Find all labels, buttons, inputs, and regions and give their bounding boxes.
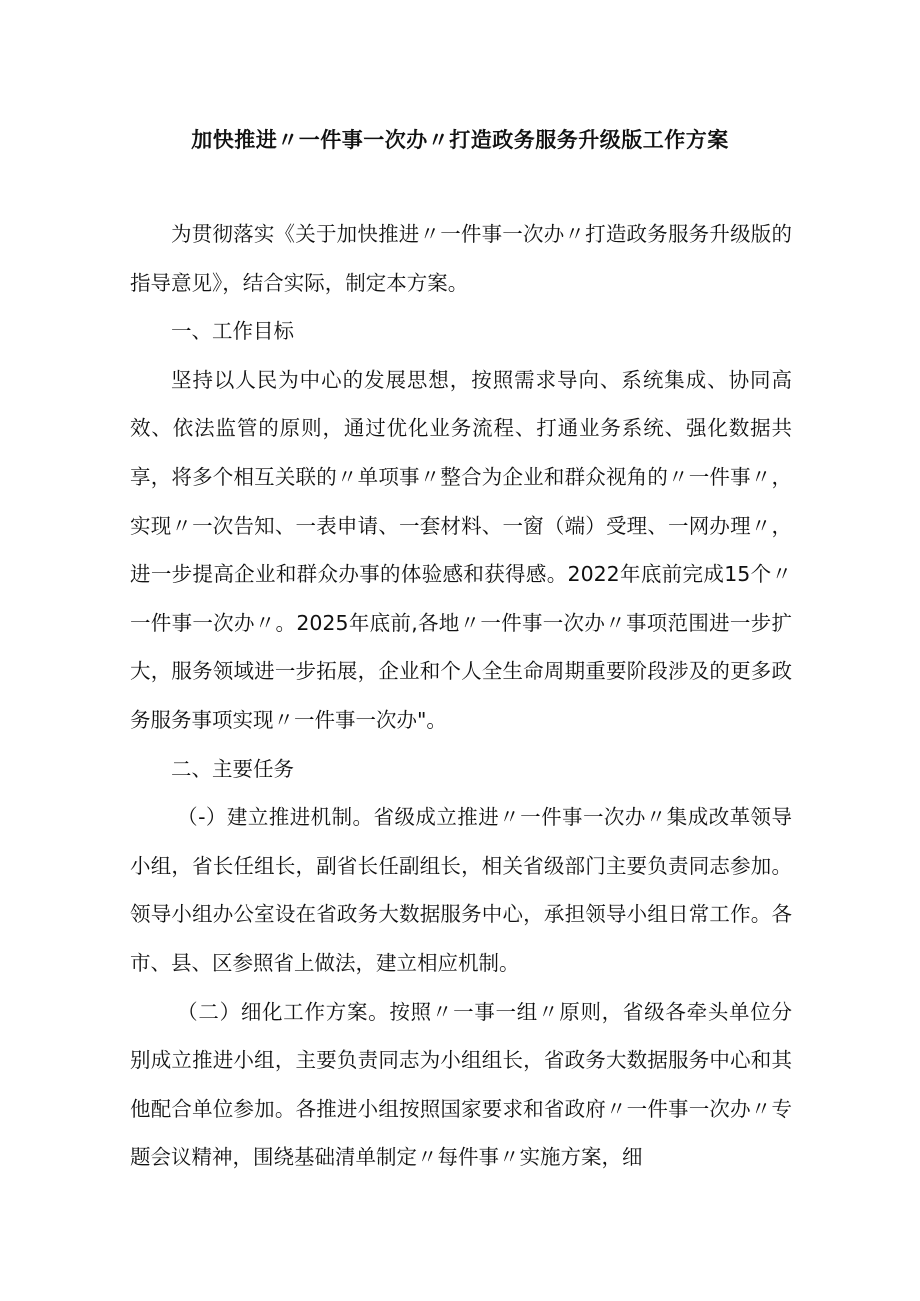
intro-paragraph: 为贯彻落实《关于加快推进〃一件事一次办〃打造政务服务升级版的指导意见》，结合实际，制定本方案。	[130, 222, 792, 295]
section-heading-goals: 一、工作目标	[171, 319, 294, 344]
task-1-paragraph: （-）建立推进机制。省级成立推进〃一件事一次办〃集成改革领导小组，省长任组长，副省长任副组长，相关省级部门主要负责同志参加。领导小组办公室设在省政务大数据服务中心，承担领导小组日常工作。各市、县、区参照省上做法，建立相应机制。	[130, 805, 792, 975]
document-body	[130, 210, 792, 1182]
task-2-paragraph: （二）细化工作方案。按照〃一事一组〃原则，省级各牵头单位分别成立推进小组，主要负责同志为小组组长，省政务大数据服务中心和其他配合单位参加。各推进小组按照国家要求和省政府〃一件事一次办〃专题会议精神，围绕基础清单制定〃每件事〃实施方案，细	[130, 999, 792, 1170]
section-heading-tasks: 二、主要任务	[171, 756, 294, 781]
goals-paragraph: 坚持以人民为中心的发展思想，按照需求导向、系统集成、协同高效、依法监管的原则，通过优化业务流程、打通业务系统、强化数据共享，将多个相互关联的〃单项事〃整合为企业和群众视角的〃一件事〃，实现〃一次告知、一表申请、一套材料、一窗（端）受理、一网办理〃，进一步提高企业和群众办事的体验感和获得感。2022年底前完成15个〃一件事一次办〃。2025年底前,各地〃一件事一次办〃事项范围进一步扩大，服务领域进一步拓展，企业和个人全生命周期重要阶段涉及的更多政务服务事项实现〃一件事一次办"。	[130, 367, 792, 732]
document-title: 加快推进〃一件事一次办〃打造政务服务升级版工作方案	[191, 128, 729, 152]
